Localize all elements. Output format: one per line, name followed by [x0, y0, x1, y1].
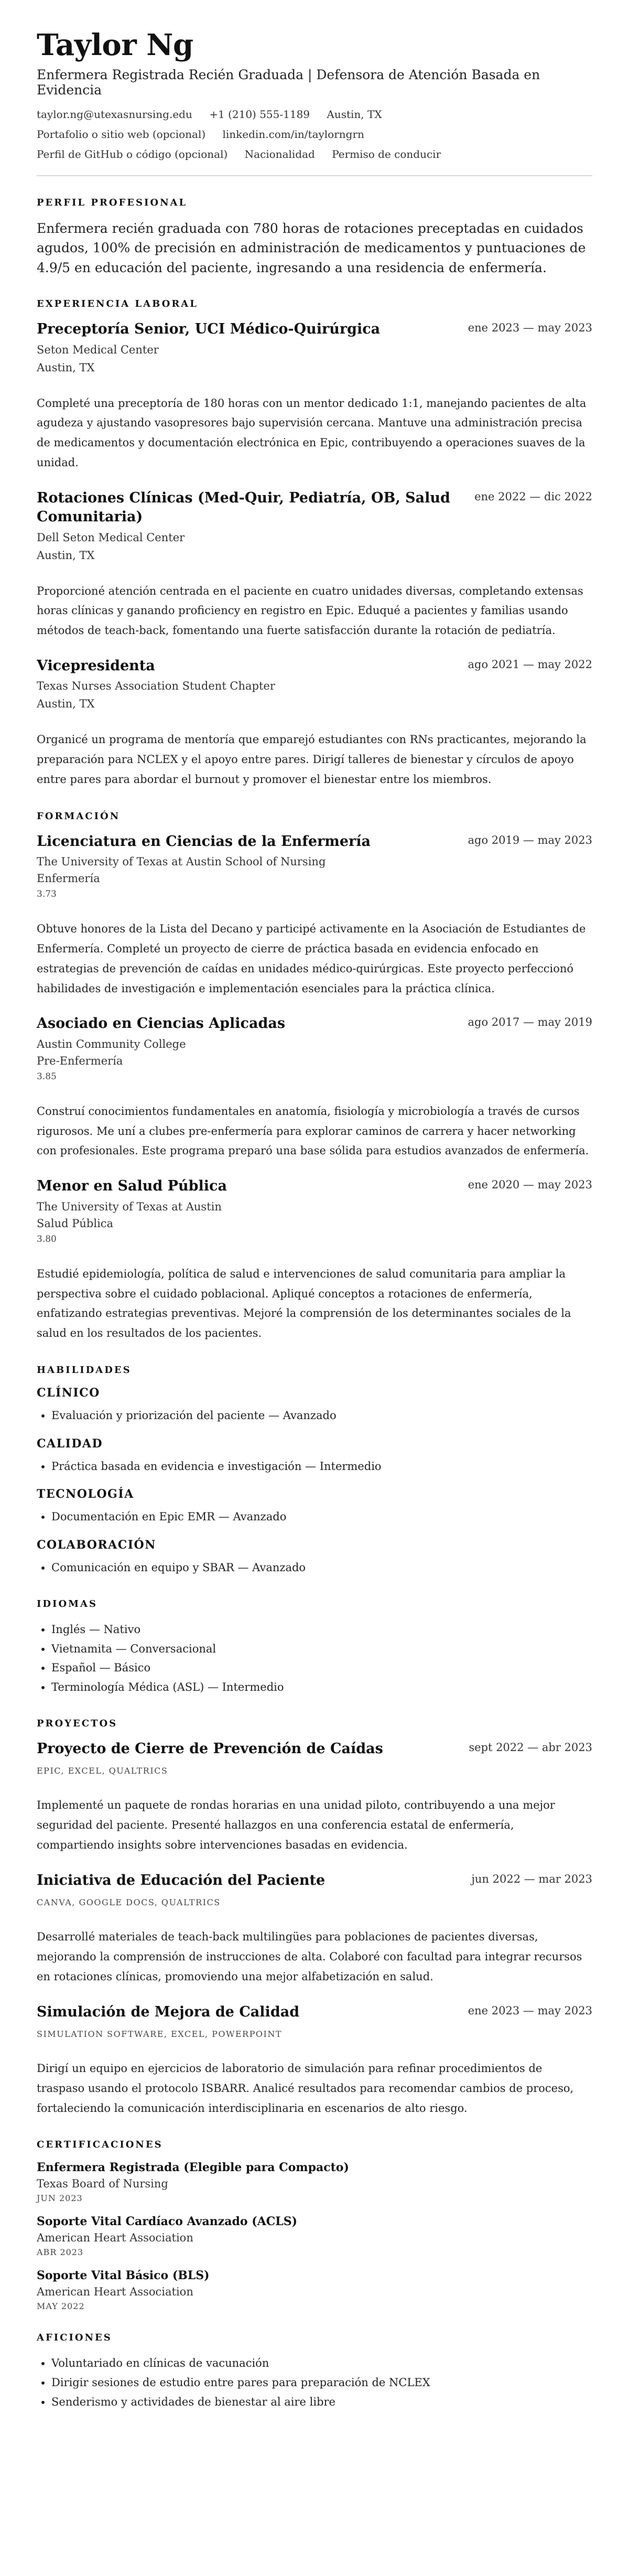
entry-title: Rotaciones Clínicas (Med-Quir, Pediatría, OB, Salud Comunitaria) [37, 489, 450, 525]
entry-location: Austin, TX [37, 361, 95, 374]
entry-description: Estudié epidemiología, política de salud e intervenciones de salud comunitaria para ampliar la perspectiva sobre el cuidado poblacional. Apliqué conceptos a rotaciones de enfermería, enfatizando estrategias preventivas. Mejoré la comprensión de los determinantes sociales de la salud en los resultados de los pacientes. [37, 1267, 571, 1340]
skill-category: CALIDAD [37, 1436, 103, 1451]
summary-section [37, 197, 592, 278]
certification-date: MAY 2022 [37, 2301, 85, 2312]
entry-organization: Seton Medical Center [37, 343, 159, 356]
skill-group [37, 1437, 592, 1476]
contact-row [37, 148, 592, 160]
contact-row [37, 108, 592, 121]
experience-entry [37, 320, 592, 473]
certification-date: ABR 2023 [37, 2247, 84, 2258]
entry-description: Proporcioné atención centrada en el paciente en cuatro unidades diversas, completando extensas horas clínicas y ganando proficiency en registro en Epic. Eduqué a pacientes y familias usando métodos de teach-back, fomentando una fuerte satisfacción durante la rotación de pediatría. [37, 584, 583, 637]
certification-issuer: American Heart Association [37, 2285, 193, 2299]
entry-gpa: 3.73 [37, 889, 57, 900]
candidate-name: Taylor Ng [37, 28, 193, 62]
entry-description: Obtuve honores de la Lista del Decano y participé activamente en la Asociación de Estudiantes de Enfermería. Completé un proyecto de cierre de práctica basada en evidencia enfocado en estrategias de prevención de caídas en unidades médico-quirúrgicas. Este proyecto perfeccionó habilidades de investigación e implementación esenciales para la práctica clínica. [37, 922, 586, 995]
education-section [37, 811, 592, 1344]
education-entry [37, 1014, 592, 1161]
language-item: • Terminología Médica (ASL) — Intermedio [51, 1678, 592, 1697]
experience-entry [37, 489, 592, 641]
education-entry [37, 832, 592, 999]
language-item: • Vietnamita — Conversacional [51, 1639, 592, 1659]
section-title: IDIOMAS [37, 1598, 98, 1609]
certification-entry [37, 2269, 592, 2311]
certification-name: Soporte Vital Básico (BLS) [37, 2269, 210, 2283]
certifications-section [37, 2139, 592, 2311]
candidate-headline: Enfermera Registrada Recién Graduada | Defensora de Atención Basada en Evidencia [37, 67, 540, 98]
entry-date: ago 2019 — may 2023 [468, 833, 592, 846]
certification-name: Soporte Vital Cardíaco Avanzado (ACLS) [37, 2215, 298, 2229]
section-title: FORMACIÓN [37, 810, 121, 822]
skills-section [37, 1365, 592, 1577]
certification-issuer: American Heart Association [37, 2231, 193, 2245]
hobby-item: • Dirigir sesiones de estudio entre pares para preparación de NCLEX [51, 2373, 592, 2392]
entry-description: Construí conocimientos fundamentales en anatomía, fisiología y microbiología a través de cursos rigurosos. Me uní a clubes pre-enfermería para explorar caminos de carrera y hacer networking con profesionales. Este programa preparó una base sólida para estudios avanzados de enfermería. [37, 1104, 589, 1157]
entry-description: Completé una preceptoría de 180 horas con un mentor dedicado 1:1, manejando pacientes de alta agudeza y ajustando vasopresores bajo supervisión cercana. Mantuve una administración precisa de medicamentos y documentación electrónica en Epic, contribuyendo a operaciones suaves de la unidad. [37, 396, 587, 469]
entry-description: Dirigí un equipo en ejercicios de laboratorio de simulación para refinar procedimientos de traspaso usando el protocolo ISBARR. Analicé resultados para recomendar cambios de proceso, fortaleciendo la comunicación interdisciplinaria en escenarios de alto riesgo. [37, 2062, 574, 2115]
entry-institution: The University of Texas at Austin [37, 1200, 222, 1213]
nationality-text: Nacionalidad [244, 147, 315, 160]
entry-title: Licenciatura en Ciencias de la Enfermería [37, 833, 371, 850]
section-title: PROYECTOS [37, 1718, 118, 1729]
entry-location: Austin, TX [37, 697, 95, 711]
license-text: Permiso de conducir [332, 147, 441, 160]
entry-description: Implementé un paquete de rondas horarias en una unidad piloto, contribuyendo a una mejor seguridad del paciente. Presenté hallazgos en una conferencia estatal de enfermería, compartiendo insights sobre intervenciones basadas en evidencia. [37, 1799, 555, 1851]
entry-location: Austin, TX [37, 549, 95, 562]
skill-item: • Práctica basada en evidencia e investigación — Intermedio [51, 1457, 592, 1476]
languages-section [37, 1598, 592, 1697]
email-link[interactable]: taylor.ng@utexasnursing.edu [37, 108, 192, 121]
section-title: PERFIL PROFESIONAL [37, 197, 188, 208]
experience-entry [37, 657, 592, 790]
project-entry [37, 1871, 592, 1987]
phone-text: +1 (210) 555-1189 [209, 108, 310, 121]
certification-date: JUN 2023 [37, 2193, 83, 2204]
experience-section [37, 298, 592, 790]
contact-row [37, 128, 592, 141]
entry-organization: Texas Nurses Association Student Chapter [37, 680, 275, 693]
entry-title: Menor en Salud Pública [37, 1178, 227, 1195]
entry-title: Vicepresidenta [37, 657, 155, 674]
language-item: • Español — Básico [51, 1658, 592, 1678]
entry-field: Pre-Enfermería [37, 1054, 123, 1067]
entry-title: Preceptoría Senior, UCI Médico-Quirúrgica [37, 321, 381, 338]
hobbies-section [37, 2332, 592, 2411]
project-entry [37, 2003, 592, 2119]
project-tags: CANVA, GOOGLE DOCS, QUALTRICS [37, 1897, 221, 1908]
section-title: CERTIFICACIONES [37, 2139, 163, 2151]
entry-date: sept 2022 — abr 2023 [469, 1741, 592, 1754]
entry-gpa: 3.80 [37, 1233, 57, 1244]
summary-text: Enfermera recién graduada con 780 horas de rotaciones preceptadas en cuidados agudos, 100% de precisión en administración de medicamentos y puntuaciones de 4.9/5 en educación del paciente, ingresando a una residencia de enfermería. [37, 220, 586, 275]
entry-organization: Dell Seton Medical Center [37, 531, 185, 544]
entry-title: Asociado en Ciencias Aplicadas [37, 1015, 286, 1032]
skill-item: • Documentación en Epic EMR — Avanzado [51, 1507, 592, 1527]
entry-date: ene 2020 — may 2023 [468, 1178, 592, 1192]
education-entry [37, 1177, 592, 1344]
certification-entry [37, 2161, 592, 2203]
hobby-item: • Voluntariado en clínicas de vacunación [51, 2354, 592, 2373]
entry-date: ago 2017 — may 2019 [468, 1016, 592, 1029]
contact-block [37, 108, 592, 160]
skill-category: CLÍNICO [37, 1386, 100, 1400]
section-title: EXPERIENCIA LABORAL [37, 298, 198, 310]
hobby-item: • Senderismo y actividades de bienestar al aire libre [51, 2392, 592, 2412]
resume-header [37, 29, 592, 160]
skill-group [37, 1487, 592, 1527]
skill-item: • Comunicación en equipo y SBAR — Avanzado [51, 1558, 592, 1577]
entry-date: ago 2021 — may 2022 [468, 658, 592, 671]
entry-institution: Austin Community College [37, 1037, 186, 1050]
skill-group [37, 1386, 592, 1425]
header-divider [37, 175, 592, 176]
location-text: Austin, TX [327, 108, 382, 121]
entry-title: Iniciativa de Educación del Paciente [37, 1872, 326, 1888]
certification-name: Enfermera Registrada (Elegible para Compacto) [37, 2161, 349, 2175]
entry-title: Proyecto de Cierre de Prevención de Caídas [37, 1740, 383, 1757]
skill-category: COLABORACIÓN [37, 1538, 156, 1552]
section-title: HABILIDADES [37, 1364, 132, 1376]
portfolio-link[interactable]: Portafolio o sitio web (opcional) [37, 127, 206, 141]
section-title: AFICIONES [37, 2332, 112, 2344]
github-link[interactable]: Perfil de GitHub o código (opcional) [37, 147, 228, 160]
certification-issuer: Texas Board of Nursing [37, 2177, 168, 2191]
project-tags: EPIC, EXCEL, QUALTRICS [37, 1766, 168, 1776]
linkedin-link[interactable]: linkedin.com/in/taylorngrn [222, 127, 364, 141]
entry-description: Organicé un programa de mentoría que emparejó estudiantes con RNs practicantes, mejorando la preparación para NCLEX y el apoyo entre pares. Dirigí talleres de bienestar y círculos de apoyo entre pares para abordar el burnout y promover el bienestar entre los miembros. [37, 733, 587, 786]
certification-entry [37, 2215, 592, 2257]
entry-field: Enfermería [37, 872, 100, 885]
entry-date: ene 2023 — may 2023 [468, 2004, 592, 2017]
entry-institution: The University of Texas at Austin School of Nursing [37, 855, 326, 868]
entry-date: jun 2022 — mar 2023 [471, 1872, 592, 1885]
skill-item: • Evaluación y priorización del paciente — Avanzado [51, 1406, 592, 1425]
entry-title: Simulación de Mejora de Calidad [37, 2003, 300, 2020]
entry-date: ene 2022 — dic 2022 [474, 490, 592, 503]
entry-field: Salud Pública [37, 1217, 114, 1230]
project-entry [37, 1740, 592, 1855]
projects-section [37, 1718, 592, 2118]
entry-gpa: 3.85 [37, 1071, 57, 1082]
language-item: • Inglés — Nativo [51, 1620, 592, 1639]
entry-date: ene 2023 — may 2023 [468, 321, 592, 335]
skill-category: TECNOLOGÍA [37, 1487, 134, 1501]
project-tags: SIMULATION SOFTWARE, EXCEL, POWERPOINT [37, 2028, 283, 2039]
skill-group [37, 1538, 592, 1577]
entry-description: Desarrollé materiales de teach-back multilingües para poblaciones de pacientes diversas, mejorando la comprensión de instrucciones de alta. Colaboré con facultad para integrar recursos en rotaciones clínicas, promoviendo una mejor alfabetización en salud. [37, 1930, 582, 1983]
